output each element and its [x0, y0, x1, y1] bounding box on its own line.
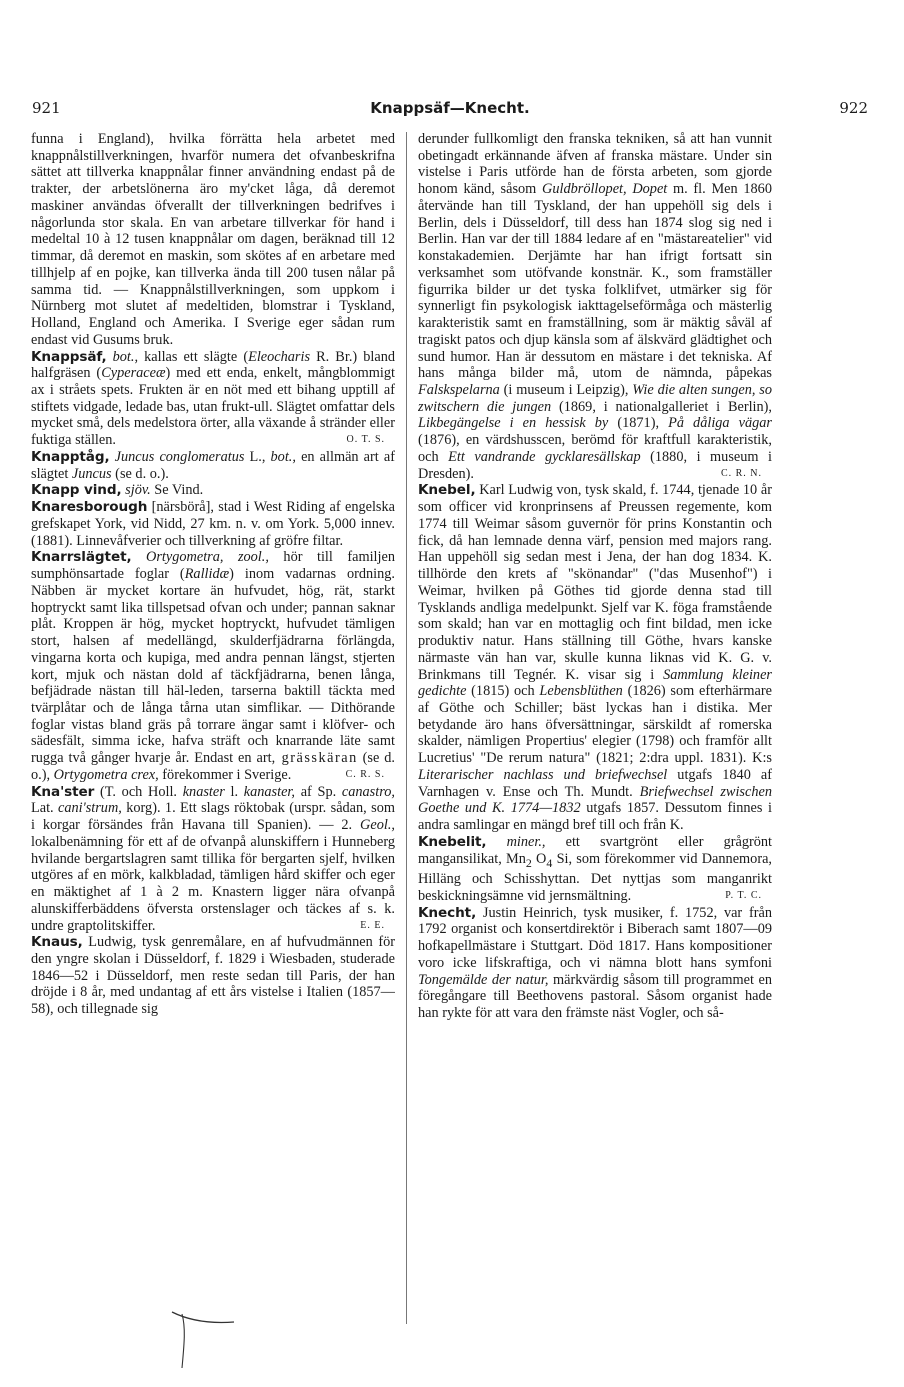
work-title: Sammlung kleiner gedichte: [418, 666, 772, 700]
body-text: af Sp.: [295, 783, 337, 800]
right-column: [418, 131, 772, 1331]
abbrev: bot.,: [106, 348, 139, 365]
latin-name: Rallidæ: [184, 566, 230, 583]
page-number-right: 922: [839, 99, 868, 117]
body-text: L.,: [244, 448, 266, 465]
foreign-word: cani'strum,: [53, 800, 122, 817]
entry-knapp-vind: [31, 482, 395, 499]
body-text: m. fl. Men 1860 återvände han till Tyskland, der han uppehöll sig dels i Berlin, dels i Düsseldorf, till dess han 1874 slog sig ned i Berlin. Han var der till 1884 ledare af en "mästareatelier" vid konstakademien. Derjämte har han ifrigt fortsatt sin verksamhet som utöfvande konstnär. K., som framställer figurrika bilder ur det tyska folklifvet, utmärker sig för synnerligt fin psykologisk iakttagelseförmåga och mästerlig karakteristik samt en framställning, som är mäktig såväl af tragiskt patos och djup känsla som af älskvärd glädtighet och sund humor. Han är dessutom en mästare i det tekniska. Af hans många bilder må, utom de nämnda, påpekas: [418, 181, 772, 382]
headword: Knebel,: [418, 482, 476, 499]
headword: Knaus,: [31, 934, 83, 951]
left-column: [31, 131, 395, 1331]
entry-knaster: [31, 784, 395, 935]
body-text: lokalbenämning för ett af de ofvanpå alunskiffern i Hunneberg hvilande bergartslagren samt tillika för bergarten sjelf, hvilken utgöres af en mörk, kalkbladad, tämligen hård skiffer och eger en mäktighet af 1 à 2 m. Knastern ligger nära ofvanpå alunskifferbäddens öfversta orstenslager och täckes af s. k. undre graptolitskiffer.: [31, 833, 395, 934]
headword: Knapp vind,: [31, 482, 122, 499]
entry-knecht: [418, 905, 772, 1022]
continued-paragraph: [31, 131, 395, 349]
headword: Knarrslägtet,: [31, 549, 132, 566]
body-text: ett svartgrönt eller grågrönt mangansilikat, Mn: [418, 833, 772, 867]
pen-mark: [168, 1298, 238, 1370]
body-text: (se d. o.).: [111, 465, 169, 482]
work-title: Falskspelarna: [418, 382, 500, 399]
entry-knebelit: [418, 834, 772, 905]
entry-knaresborough: [31, 499, 395, 549]
page-number-left: 921: [32, 99, 61, 117]
body-text: ) med ett enda, enkelt, mångblommigt ax i stråets spets. Frukten är en nöt med ett bihang upptill af stiftets vidgade, ledade bas, utan frukt-ull. Slägtet omfattar dels mycket små, dels medelstora örter, alla växande å stränder eller fuktiga ställen.: [31, 365, 395, 449]
formula-subscript: 2: [525, 855, 532, 870]
work-title: Ett vandrande gycklaresällskap: [438, 448, 641, 465]
abbrev: sjöv.: [121, 482, 151, 499]
body-text: (1815) och: [466, 683, 535, 700]
body-text: (1871),: [608, 415, 660, 432]
body-text: märkvärdig såsom till programmet en föregångare till Beethovens pastoral. Såsom organist hade han rykte för att vara den främste näst Vogler, och så-: [418, 971, 772, 1022]
body-text: korg). 1. Ett slags röktobak (urspr. sådan, som i korgar försändes från Havana till Spanien). — 2.: [31, 800, 395, 834]
body-text: [närsbörå], stad i West Riding af engelska grefskapet York, vid Nidd, 27 km. n. v. om York. 5,000 innev. (1881). Linnevåfverier och tillverkning af gröfre filtar.: [31, 499, 395, 549]
author-signature: C. R. S.: [345, 768, 385, 780]
body-text: (1869, i nationalgalleriet i Berlin),: [551, 398, 772, 415]
headword: Knappsäf,: [31, 348, 107, 365]
abbrev: Geol.,: [352, 817, 395, 834]
body-text: ) inom vadarnas ordning. Näbben är mycket kortare än hufvudet, hög, rät, starkt hoptryckt samt lika tillspetsad ofvan och under; pannan saknar plåt. Kroppen är hög, mycket hoptryckt, hufvudet tämligen stort, halsen af medellängd, skulderfjädrarna förlängda, vingarna korta och kupiga, med andra pennan längst, stjerten kort, mjuk och nästan dold af täckfjädrarna, benen långa, befjädrade nästan till häl-leden, tarserna baktill täckta med tvärplåtar och de långa tårna utan simflikar. — Dithörande foglar vistas bland gräs på torrare ängar samt i klöfver- och sädesfält, simma icke, hafva sträft och knarrande läte samt rugga två gånger hvarje år. Endast en art,: [31, 566, 395, 767]
work-title: Tongemälde der natur,: [418, 971, 549, 988]
body-text: utgafs 1840 af Varnhagen v. Ense och Th. Mundt.: [418, 766, 772, 800]
body-text: Karl Ludwig von, tysk skald, f. 1744, tjenade 10 år som officer vid kronprinsens af Preussen regemente, kom 1774 till Weimar såsom guvernör för prins Konstantin och fick, då han lemnade denna värf, pension med majors rang. Han uppehöll sig sedan mest i Jena, der han dog 1834. K. tillhörde den krets af "skönandar" ("das Musenhof") i Weimar, hvilken på Göthes tid gjorde denna stad till Tysklands andliga medelpunkt. Sjelf var K. föga framstående som skald; han var en mottaglig och fint bildad, men icke produktiv natur. Hans ställning till Göthe, hvars kanske närmaste vän han var, skulle kunna liknas vid K. G. v. Brinkmans till Tegnér. K. visar sig i: [418, 482, 772, 683]
entry-knapptag: [31, 449, 395, 482]
foreign-word: kanaster,: [238, 783, 295, 800]
latin-name: Juncus conglomeratus: [109, 448, 245, 465]
body-text: en allmän art af slägtet: [31, 448, 395, 482]
body-text: funna i England), hvilka förrätta hela arbetet med knappnålstillverkningen, hvarför numera det ofvanbeskrifna sättet att tillverka knappnålar finner användning endast på de trakter, der arbetslönerna äro my'cket låga, då deremot maskiner användas öfverallt der tillverkningen bedrifves i någorlunda stor skala. En van arbetare tillverkar för hand i medeltal 10 à 12 tusen knappnålar om dagen, beräknad till 12 timmar, då deremot en maskin, som skötes af en arbetare med tillhjelp af en pojke, kan tillverka ända till 200 tusen nålar på samma tid. — Knappnålstillverkningen, som uppkom i Nürnberg mot slutet af medeltiden, blomstrar i Tyskland, Holland, England och Amerika. I Sverige eger sådan rum endast vid Gusums bruk.: [31, 131, 395, 348]
body-text: (1876), en värdshusscen, berömd för kraftfull karakteristik, och: [418, 432, 772, 465]
work-title: Likbegängelse i en hessisk by: [418, 415, 609, 432]
foreign-word: knaster: [177, 783, 225, 800]
page-header: [32, 99, 868, 123]
formula-subscript: 4: [546, 855, 553, 870]
work-title: Wie die alten sungen, so zwitschern die jungen: [418, 382, 772, 415]
body-text: l.: [224, 783, 239, 800]
entry-knebel: [418, 482, 772, 833]
author-signature: C. R. N.: [720, 467, 762, 479]
latin-name: Ortygometra, zool.,: [131, 549, 269, 566]
headword: Knebelit,: [418, 833, 487, 850]
body-text: Ludwig, tysk genremålare, en af hufvudmännen för den yngre skolan i Düsseldorf, f. 1829 i Wiesbaden, studerade 1846—52 i Düsseldorf, men reste sedan till Paris, der han dröjde i 8 år, med undantag af ett års vistelse i Italien (1857—58), och tillegnade sig: [31, 934, 395, 1018]
body-text: derunder fullkomligt den franska tekniken, så att han vunnit obetingadt erkännande äfven af franska mästare. Under sin vistelse i Paris utförde han de första arbeten, som gjorde honom känd, såsom: [418, 131, 772, 198]
work-title: På dåliga vägar: [659, 415, 772, 432]
author-signature: E. E.: [360, 919, 385, 931]
body-text: hör till familjen sumphönsartade foglar (: [31, 549, 395, 583]
body-text: (1826) som efterhärmare af Göthe och Schiller; bäst lyckas han i distika. Mer betydande äro hans öfversättningar, särskildt af romerska skalder, nämligen Propertius' elegier (1798) och framför allt Lucretius' "De rerum natura" (1821; 2:dra uppl. 1831). K:s: [418, 683, 772, 767]
foreign-word: canastro,: [336, 783, 395, 800]
entry-knaus: [31, 934, 395, 1018]
body-text: förekommer i Sverige.: [158, 766, 292, 783]
column-divider: [406, 132, 407, 1324]
work-title: Briefwechsel zwischen Goethe und K. 1774—1832: [418, 783, 772, 817]
abbrev: bot.,: [265, 448, 296, 465]
abbrev: miner.,: [486, 833, 546, 850]
work-title: Lebensblüthen: [534, 683, 623, 700]
author-signature: O. T. S.: [346, 434, 385, 446]
latin-name: Cyperaceæ: [101, 365, 166, 382]
work-title: Guldbröllopet, Dopet: [536, 181, 668, 198]
body-text: Si, som förekommer vid Dannemora, Hilläng och Schisshyttan. Det nyttjas som manganrikt beskickningsämne vid jernsmältning.: [418, 850, 772, 904]
entry-knarrslagtet: [31, 549, 395, 783]
work-title: Literarischer nachlass und briefwechsel: [418, 766, 668, 783]
running-title: Knappsäf—Knecht.: [370, 99, 530, 117]
author-signature: P. T. C.: [725, 889, 762, 901]
body-text: (1880, i museum i Dresden).: [418, 448, 772, 482]
spaced-term: grässkäran: [275, 750, 358, 767]
body-text: Lat.: [31, 800, 54, 817]
headword: Knapptåg,: [31, 448, 110, 465]
body-text: kallas ett slägte (: [138, 348, 249, 365]
body-text: (se d. o.),: [31, 750, 395, 783]
latin-name: Juncus: [68, 465, 112, 482]
latin-name: Eleocharis: [248, 348, 311, 365]
headword: Knaresborough: [31, 499, 148, 516]
latin-name: Ortygometra crex,: [50, 766, 159, 783]
headword: Kna'ster: [31, 783, 95, 800]
body-text: Se Vind.: [150, 482, 204, 499]
body-text: R. Br.) bland halfgräsen (: [31, 348, 395, 382]
headword: Knecht,: [418, 904, 477, 921]
body-text: utgafs 1857. Dessutom finnes i andra samlingar en mängd bref till och från K.: [418, 800, 772, 834]
body-text: Justin Heinrich, tysk musiker, f. 1752, var från 1792 organist och konsertdirektör i Biberach samt 1807—09 hofkapellmästare i Stuttgart. Död 1817. Hans kompositioner voro icke lifskraftiga, och vi nämna blott hans symfoni: [418, 904, 772, 971]
body-text: O: [531, 850, 547, 867]
body-text: (T. och Holl.: [94, 783, 178, 800]
continued-paragraph: [418, 131, 772, 482]
entry-knappsaf: [31, 349, 395, 449]
body-text: (i museum i Leipzig),: [499, 382, 629, 399]
